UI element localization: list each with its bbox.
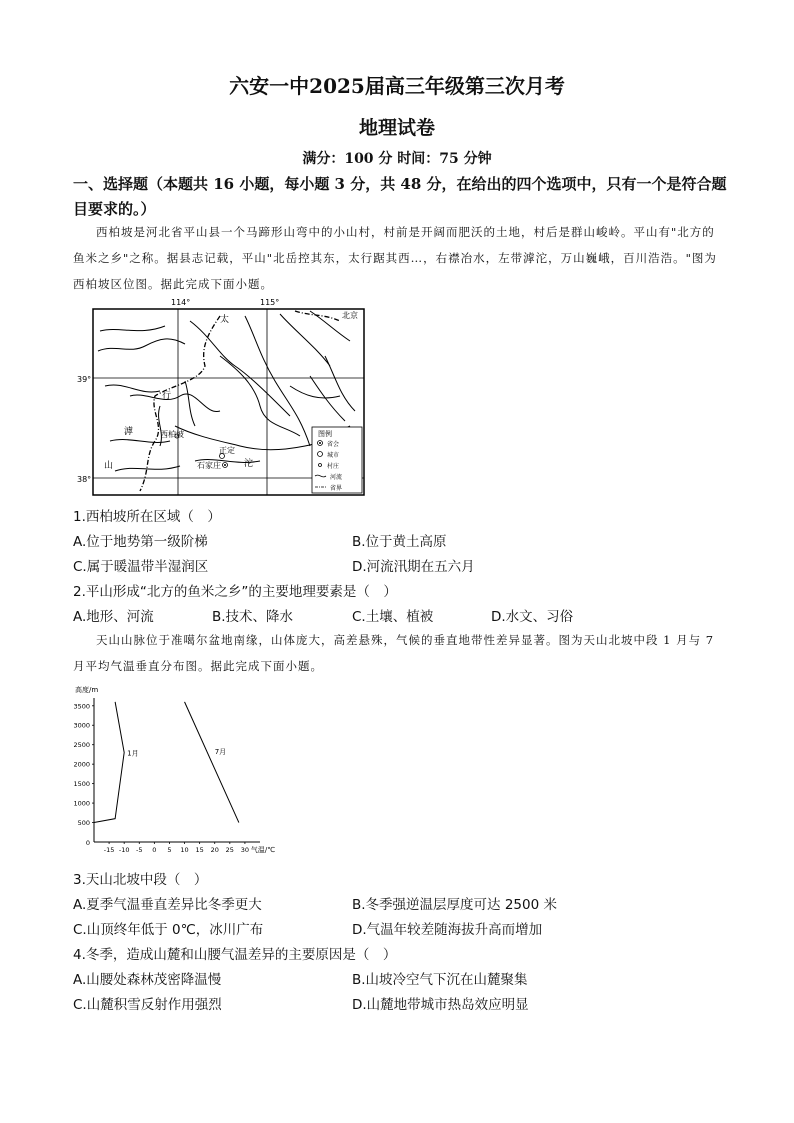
lon-label-114: 114° bbox=[171, 298, 191, 307]
exam-title: 六安一中2025届高三年级第三次月考 bbox=[229, 74, 565, 98]
y-tick-label: 1000 bbox=[73, 799, 90, 808]
x-tick-label: 20 bbox=[210, 846, 219, 854]
q4-option-b[interactable]: B.山坡冷空气下沉在山麓聚集 bbox=[352, 972, 528, 988]
legend-city: 城市 bbox=[327, 452, 340, 459]
x-tick-label: 25 bbox=[225, 846, 234, 854]
x-tick-label: 0 bbox=[152, 846, 157, 854]
temperature-altitude-chart bbox=[70, 684, 290, 856]
exam-meta: 满分：100 分 时间：75 分钟 bbox=[302, 151, 492, 167]
q2-option-d[interactable]: D.水文、习俗 bbox=[491, 609, 574, 625]
passage-1: 西柏坡是河北省平山县一个马蹄形山弯中的小山村，村前是开阔而肥沃的土地，村后是群山峻岭。平山有"北方的鱼米之乡"之称。据县志记载，平山"北岳控其东，太行踞其西…，右襟冶水，左带滹沱，万山巍峨，百川浩浩。"图为西柏坡区位图。据此完成下面小题。 bbox=[73, 225, 717, 291]
q4-option-d[interactable]: D.山麓地带城市热岛效应明显 bbox=[352, 997, 529, 1013]
q2-option-c[interactable]: C.土壤、植被 bbox=[352, 609, 434, 625]
series-line-january bbox=[94, 702, 124, 823]
series-label: 1月 bbox=[127, 749, 139, 758]
place-tai: 太 bbox=[220, 315, 230, 325]
y-tick-label: 2000 bbox=[73, 760, 90, 769]
place-zhengding: 正定 bbox=[219, 446, 235, 455]
question-1-stem: 1.西柏坡所在区域（ ） bbox=[73, 509, 221, 525]
q3-option-a[interactable]: A.夏季气温垂直差异比冬季更大 bbox=[73, 897, 262, 913]
y-tick-label: 1500 bbox=[73, 780, 90, 789]
q1-option-a[interactable]: A.位于地势第一级阶梯 bbox=[73, 534, 208, 550]
x-axis-label: 气温/℃ bbox=[250, 846, 276, 854]
lat-label-38: 38° bbox=[77, 475, 92, 484]
lon-label-115: 115° bbox=[260, 298, 280, 307]
exam-subtitle: 地理试卷 bbox=[358, 117, 435, 139]
q2-option-b[interactable]: B.技术、降水 bbox=[212, 609, 294, 625]
y-tick-label: 2500 bbox=[73, 741, 90, 750]
q4-option-c[interactable]: C.山麓积雪反射作用强烈 bbox=[73, 997, 222, 1013]
y-tick-label: 0 bbox=[85, 839, 90, 847]
question-3-stem: 3.天山北坡中段（ ） bbox=[73, 872, 208, 888]
q3-option-d[interactable]: D.气温年较差随海拔升高而增加 bbox=[352, 922, 543, 938]
x-tick-label: -5 bbox=[136, 846, 143, 854]
legend-capital: 省会 bbox=[327, 441, 340, 448]
q2-option-a[interactable]: A.地形、河流 bbox=[73, 609, 154, 625]
x-tick-label: 15 bbox=[195, 846, 204, 854]
place-hu: 滹 bbox=[124, 427, 134, 437]
place-xibaipo: 西柏坡 bbox=[160, 430, 184, 439]
series-line-july bbox=[185, 702, 239, 823]
y-axis-label: 高度/m bbox=[75, 686, 99, 694]
q4-option-a[interactable]: A.山腰处森林茂密降温慢 bbox=[73, 972, 222, 988]
q1-option-d[interactable]: D.河流汛期在五六月 bbox=[352, 559, 475, 575]
y-tick-label: 3500 bbox=[73, 702, 90, 711]
place-beijing: 北京 bbox=[342, 311, 358, 320]
series-label: 7月 bbox=[214, 748, 227, 757]
q3-option-b[interactable]: B.冬季强逆温层厚度可达 2500 米 bbox=[352, 897, 557, 913]
y-tick-label: 500 bbox=[77, 819, 90, 828]
passage-2: 天山山脉位于准噶尔盆地南缘，山体庞大，高差悬殊，气候的垂直地带性差异显著。图为天山北坡中段 1 月与 7 月平均气温垂直分布图。据此完成下面小题。 bbox=[73, 633, 715, 673]
y-tick-label: 3000 bbox=[73, 721, 90, 730]
place-hang: 行 bbox=[162, 391, 172, 401]
place-shan: 山 bbox=[104, 461, 114, 471]
legend-river: 河流 bbox=[330, 474, 343, 481]
question-2-stem: 2.平山形成“北方的鱼米之乡”的主要地理要素是（ ） bbox=[73, 584, 397, 600]
section-heading: 一、选择题（本题共 16 小题，每小题 3 分，共 48 分，在给出的四个选项中，只有一个是符合题目要求的。） bbox=[73, 175, 727, 218]
x-tick-label: -10 bbox=[118, 846, 130, 854]
q1-option-c[interactable]: C.属于暖温带半湿润区 bbox=[73, 559, 209, 575]
q3-option-c[interactable]: C.山顶终年低于 0℃，冰川广布 bbox=[73, 922, 264, 938]
xibaipo-location-map bbox=[70, 296, 370, 498]
x-tick-label: 30 bbox=[240, 846, 250, 854]
question-4-stem: 4.冬季，造成山麓和山腰气温差异的主要原因是（ ） bbox=[73, 947, 397, 963]
x-tick-label: 5 bbox=[167, 846, 172, 854]
legend-title: 图例 bbox=[318, 430, 332, 438]
x-tick-label: -15 bbox=[103, 846, 115, 854]
x-tick-label: 10 bbox=[180, 846, 189, 854]
place-tuo: 沱 bbox=[244, 459, 254, 469]
legend-village: 村庄 bbox=[327, 463, 340, 470]
q1-option-b[interactable]: B.位于黄土高原 bbox=[352, 534, 447, 550]
lat-label-39: 39° bbox=[77, 375, 92, 384]
legend-border: 省界 bbox=[330, 485, 343, 492]
place-shijiazhuang: 石家庄 bbox=[197, 461, 221, 470]
